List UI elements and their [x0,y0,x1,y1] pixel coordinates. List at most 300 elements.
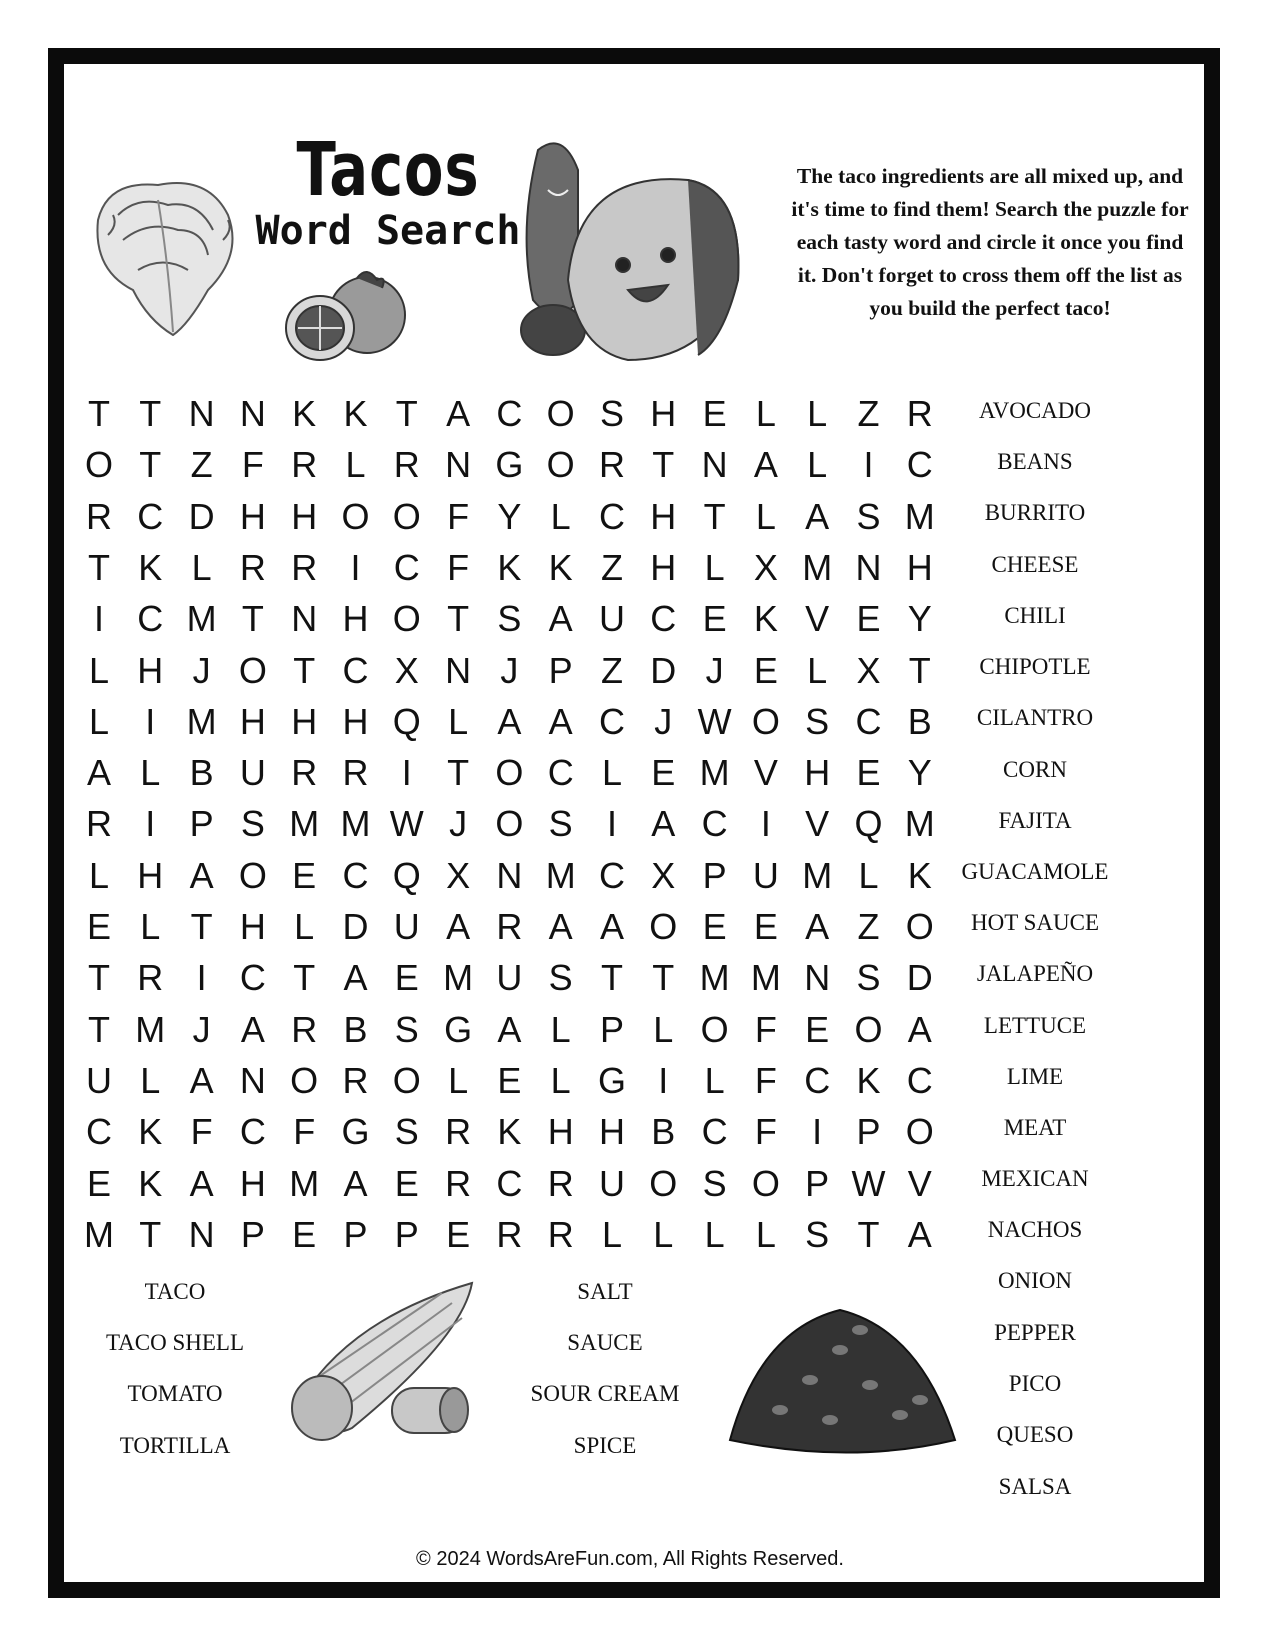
grid-letter[interactable]: A [240,1008,265,1050]
grid-letter[interactable]: R [342,752,369,794]
word-list-item: CILANTRO [976,705,1094,730]
grid-letter[interactable]: R [291,1008,318,1050]
grid-letter[interactable]: O [392,495,421,537]
grid-letter[interactable]: I [606,803,617,845]
grid-letter[interactable]: Y [497,495,522,537]
grid-letter[interactable]: C [547,752,574,794]
grid-letter[interactable]: C [496,393,523,434]
grid-letter[interactable]: L [448,1059,469,1101]
grid-letter[interactable]: U [496,957,523,999]
grid-letter[interactable]: Z [601,649,623,691]
grid-letter[interactable]: F [293,1111,316,1153]
grid-letter[interactable]: R [496,1213,523,1255]
grid-letter[interactable]: L [653,1008,674,1050]
grid-letter[interactable]: C [650,598,677,640]
grid-letter[interactable]: V [753,752,778,794]
grid-letter[interactable]: Q [854,803,883,845]
grid-letter[interactable]: R [445,1162,472,1204]
grid-letter[interactable]: X [446,854,471,896]
grid-letter[interactable]: E [856,598,881,640]
grid-letter[interactable]: K [856,1059,881,1101]
grid-letter[interactable]: B [651,1111,676,1153]
grid-letter[interactable]: H [239,495,266,537]
grid-letter[interactable]: K [907,854,932,896]
grid-letter[interactable]: I [196,957,207,999]
grid-letter[interactable]: C [804,1059,831,1101]
grid-letter[interactable]: O [905,906,934,947]
grid-letter[interactable]: V [805,803,830,845]
grid-letter[interactable]: I [145,700,156,742]
grid-letter[interactable]: K [497,546,522,588]
grid-letter[interactable]: C [599,700,625,742]
grid-letter[interactable]: J [500,649,519,691]
grid-letter[interactable]: I [145,803,156,845]
grid-letter[interactable]: A [907,1213,932,1255]
grid-letter[interactable]: F [754,1059,777,1101]
letter-grid [72,393,992,1318]
grid-letter[interactable]: A [446,906,471,947]
grid-letter[interactable]: A [86,752,111,794]
grid-letter[interactable]: H [906,546,933,588]
grid-letter[interactable]: P [548,649,573,691]
grid-letter[interactable]: W [389,803,424,845]
grid-letter[interactable]: T [652,444,675,486]
grid-letter[interactable]: N [291,598,318,640]
grid-letter[interactable]: R [86,803,112,845]
grid-letter[interactable]: R [496,906,523,947]
grid-letter[interactable]: I [812,1111,823,1153]
grid-letter[interactable]: X [394,649,419,691]
grid-letter[interactable]: E [856,752,881,794]
grid-letter[interactable]: E [497,1059,522,1101]
grid-letter[interactable]: A [343,957,368,999]
grid-letter[interactable]: L [704,546,725,588]
grid-letter[interactable]: U [239,752,266,794]
word-list-item: MEAT [1003,1115,1067,1140]
grid-letter[interactable]: N [445,444,472,486]
grid-letter[interactable]: J [449,803,468,845]
grid-letter[interactable]: M [186,598,217,640]
grid-letter[interactable]: V [805,598,830,640]
grid-letter[interactable]: O [700,1008,729,1050]
grid-letter[interactable]: D [650,649,677,691]
grid-letter[interactable]: S [548,957,573,999]
grid-letter[interactable]: P [599,1008,624,1050]
grid-letter[interactable]: Z [190,444,213,486]
grid-letter[interactable]: R [445,1111,472,1153]
grid-letter[interactable]: O [290,1059,319,1101]
grid-letter[interactable]: I [401,752,412,794]
grid-letter[interactable]: C [701,803,728,845]
grid-letter[interactable]: R [906,393,933,434]
grid-letter[interactable]: L [807,649,828,691]
grid-letter[interactable]: U [752,854,779,896]
grid-letter[interactable]: P [343,1213,368,1255]
grid-letter[interactable]: R [291,752,318,794]
grid-letter[interactable]: B [189,752,214,794]
grid-letter[interactable]: E [292,854,317,896]
grid-letter[interactable]: H [650,546,677,588]
grid-letter[interactable]: G [495,444,524,486]
grid-letter[interactable]: G [341,1111,370,1153]
grid-letter[interactable]: O [392,1059,421,1101]
page-subtitle: Word Search [255,208,521,254]
grid-letter[interactable]: N [239,393,266,434]
grid-letter[interactable]: A [497,1008,522,1050]
grid-letter[interactable]: A [189,1162,214,1204]
grid-letter[interactable]: Z [857,906,880,947]
grid-letter[interactable]: P [856,1111,881,1153]
grid-letter[interactable]: T [703,495,726,537]
grid-letter[interactable]: C [137,598,164,640]
grid-letter[interactable]: R [239,546,266,588]
grid-letter[interactable]: H [239,906,266,947]
grid-letter[interactable]: I [863,444,874,486]
grid-letter[interactable]: H [650,495,677,537]
grid-letter[interactable]: E [651,752,676,794]
grid-letter[interactable]: M [904,495,935,537]
grid-letter[interactable]: S [702,1162,727,1204]
grid-letter[interactable]: M [289,803,320,845]
grid-letter[interactable]: T [447,598,470,640]
grid-letter[interactable]: H [547,1111,574,1153]
grid-letter[interactable]: P [240,1213,265,1255]
grid-letter[interactable]: L [704,1213,725,1255]
grid-letter[interactable]: U [599,1162,625,1204]
grid-letter[interactable]: L [140,1059,161,1101]
word-list-item: JALAPEÑO [976,961,1094,986]
grid-letter[interactable]: C [239,1111,266,1153]
grid-letter[interactable]: A [189,854,214,896]
grid-letter[interactable]: T [139,444,162,486]
grid-letter[interactable]: L [601,752,623,794]
grid-letter[interactable]: L [140,906,161,947]
grid-letter[interactable]: Q [392,854,421,896]
grid-letter[interactable]: U [86,1059,112,1101]
grid-letter[interactable]: S [856,957,881,999]
grid-letter[interactable]: V [907,1162,932,1204]
grid-letter[interactable]: L [755,495,776,537]
grid-letter[interactable]: C [599,854,625,896]
grid-letter[interactable]: T [190,906,213,947]
grid-letter[interactable]: H [239,700,266,742]
grid-letter[interactable]: A [805,906,830,947]
grid-letter[interactable]: U [599,598,625,640]
grid-letter[interactable]: I [350,546,361,588]
grid-letter[interactable]: L [550,1008,571,1050]
word-list-item: CHILI [1004,603,1066,628]
grid-letter[interactable]: L [191,546,212,588]
grid-letter[interactable]: A [907,1008,932,1050]
grid-letter[interactable]: L [807,393,828,434]
grid-letter[interactable]: O [546,393,575,434]
grid-letter[interactable]: C [906,1059,933,1101]
grid-letter[interactable]: C [86,1111,112,1153]
grid-letter[interactable]: C [496,1162,523,1204]
grid-letter[interactable]: E [753,906,778,947]
grid-letter[interactable]: O [751,1162,780,1204]
grid-letter[interactable]: M [750,957,781,999]
grid-letter[interactable]: T [395,393,418,434]
grid-letter[interactable]: M [802,854,833,896]
grid-letter[interactable]: L [88,854,110,896]
grid-letter[interactable]: T [88,957,110,999]
grid-letter[interactable]: R [547,1213,574,1255]
copyright-footer: © 2024 WordsAreFun.com, All Rights Reserved. [416,1548,844,1570]
grid-letter[interactable]: L [550,1059,571,1101]
grid-letter[interactable]: N [445,649,472,691]
grid-letter[interactable]: A [548,700,573,742]
grid-letter[interactable]: T [139,1213,162,1255]
grid-letter[interactable]: D [342,906,369,947]
grid-letter[interactable]: S [394,1008,419,1050]
grid-letter[interactable]: E [292,1213,317,1255]
grid-letter[interactable]: X [651,854,676,896]
grid-letter[interactable]: A [446,393,471,434]
grid-letter[interactable]: O [341,495,370,537]
grid-letter[interactable]: F [754,1111,777,1153]
grid-letter[interactable]: O [84,444,113,486]
grid-letter[interactable]: E [702,393,727,434]
grid-letter[interactable]: K [343,393,368,434]
grid-letter[interactable]: M [340,803,371,845]
grid-letter[interactable]: E [753,649,778,691]
grid-letter[interactable]: H [137,649,164,691]
grid-letter[interactable]: A [497,700,522,742]
grid-letter[interactable]: F [754,1008,777,1050]
grid-letter[interactable]: O [751,700,780,742]
grid-letter[interactable]: O [495,803,524,845]
grid-letter[interactable]: T [293,649,316,691]
grid-letter[interactable]: L [704,1059,725,1101]
grid-letter[interactable]: L [448,700,469,742]
grid-letter[interactable]: C [239,957,266,999]
grid-letter[interactable]: L [140,752,161,794]
grid-letter[interactable]: M [443,957,474,999]
grid-letter[interactable]: M [135,1008,166,1050]
grid-letter[interactable]: T [139,393,162,434]
grid-letter[interactable]: O [495,752,524,794]
grid-letter[interactable]: H [650,393,677,434]
grid-letter[interactable]: B [343,1008,368,1050]
grid-letter[interactable]: B [907,700,932,742]
grid-letter[interactable]: M [699,752,730,794]
grid-letter[interactable]: O [238,649,267,691]
grid-letter[interactable]: S [599,393,624,434]
grid-letter[interactable]: C [342,854,369,896]
grid-letter[interactable]: S [548,803,573,845]
grid-letter[interactable]: Z [601,546,623,588]
grid-letter[interactable]: I [658,1059,669,1101]
grid-letter[interactable]: L [88,649,110,691]
grid-letter[interactable]: S [805,700,830,742]
grid-letter[interactable]: K [138,1111,163,1153]
grid-letter[interactable]: S [394,1111,419,1153]
grid-letter[interactable]: F [190,1111,213,1153]
grid-letter[interactable]: L [345,444,366,486]
grid-letter[interactable]: T [88,393,110,434]
grid-letter[interactable]: H [342,700,369,742]
grid-letter[interactable]: H [804,752,831,794]
grid-letter[interactable]: T [293,957,316,999]
grid-letter[interactable]: P [189,803,214,845]
grid-letter[interactable]: E [805,1008,830,1050]
grid-letter[interactable]: Z [857,393,880,434]
grid-letter[interactable]: O [392,598,421,640]
grid-letter[interactable]: O [854,1008,883,1050]
grid-letter[interactable]: K [138,1162,163,1204]
grid-letter[interactable]: W [851,1162,886,1204]
grid-letter[interactable]: K [753,598,778,640]
grid-letter[interactable]: T [601,957,623,999]
grid-letter[interactable]: C [855,700,882,742]
grid-letter[interactable]: J [654,700,673,742]
grid-letter[interactable]: K [292,393,317,434]
grid-letter[interactable]: L [550,495,571,537]
grid-letter[interactable]: O [238,854,267,896]
grid-letter[interactable]: L [858,854,879,896]
grid-letter[interactable]: A [753,444,778,486]
grid-letter[interactable]: G [444,1008,473,1050]
grid-letter[interactable]: T [857,1213,880,1255]
grid-letter[interactable]: O [546,444,575,486]
grid-letter[interactable]: N [701,444,728,486]
grid-letter[interactable]: J [705,649,724,691]
grid-letter[interactable]: C [393,546,420,588]
grid-letter[interactable]: L [601,1213,623,1255]
grid-letter[interactable]: M [699,957,730,999]
grid-letter[interactable]: A [548,906,573,947]
grid-letter[interactable]: N [855,546,882,588]
grid-letter[interactable]: R [291,546,318,588]
grid-letter[interactable]: T [447,752,470,794]
grid-letter[interactable]: H [342,598,369,640]
grid-letter[interactable]: Q [392,700,421,742]
grid-letter[interactable]: C [906,444,933,486]
grid-letter[interactable]: D [188,495,215,537]
grid-letter[interactable]: R [291,444,318,486]
grid-letter[interactable]: J [192,1008,211,1050]
grid-letter[interactable]: A [805,495,830,537]
grid-letter[interactable]: E [86,906,111,947]
grid-letter[interactable]: U [393,906,420,947]
grid-letter[interactable]: T [88,1008,110,1050]
grid-letter[interactable]: M [545,854,576,896]
grid-letter[interactable]: O [649,1162,678,1204]
grid-letter[interactable]: N [188,393,215,434]
grid-letter[interactable]: N [239,1059,266,1101]
grid-letter[interactable]: H [137,854,164,896]
grid-letter[interactable]: L [755,393,776,434]
grid-letter[interactable]: Y [907,752,932,794]
grid-letter[interactable]: X [856,649,881,691]
grid-letter[interactable]: L [294,906,315,947]
grid-letter[interactable]: E [446,1213,471,1255]
grid-letter[interactable]: I [93,598,104,640]
grid-letter[interactable]: J [192,649,211,691]
grid-letter[interactable]: P [702,854,727,896]
grid-letter[interactable]: M [186,700,217,742]
grid-letter[interactable]: A [189,1059,214,1101]
grid-letter[interactable]: C [599,495,625,537]
grid-letter[interactable]: Y [907,598,932,640]
grid-letter[interactable]: E [702,598,727,640]
grid-letter[interactable]: N [496,854,523,896]
grid-letter[interactable]: X [753,546,778,588]
word-list-item: BEANS [997,449,1073,474]
grid-letter[interactable]: E [394,957,419,999]
grid-letter[interactable]: T [652,957,675,999]
grid-letter[interactable]: R [137,957,164,999]
word-list-item: CHEESE [991,552,1079,577]
grid-letter[interactable]: M [904,803,935,845]
grid-letter[interactable]: K [548,546,573,588]
grid-letter[interactable]: L [755,1213,776,1255]
grid-letter[interactable]: M [84,1213,114,1255]
grid-letter[interactable]: C [701,1111,728,1153]
grid-letter[interactable]: O [905,1111,934,1153]
grid-letter[interactable]: P [805,1162,830,1204]
grid-letter[interactable]: S [805,1213,830,1255]
grid-letter[interactable]: T [908,649,931,691]
grid-letter[interactable]: L [653,1213,674,1255]
grid-letter[interactable]: L [807,444,828,486]
grid-letter[interactable]: K [497,1111,522,1153]
grid-letter[interactable]: R [342,1059,369,1101]
grid-letter[interactable]: R [393,444,420,486]
grid-letter[interactable]: A [548,598,573,640]
grid-letter[interactable]: N [188,1213,215,1255]
grid-letter[interactable]: A [343,1162,368,1204]
grid-letter[interactable]: A [651,803,676,845]
grid-letter[interactable]: R [547,1162,574,1204]
grid-letter[interactable]: L [88,700,110,742]
grid-letter[interactable]: R [86,495,112,537]
grid-letter[interactable]: F [447,546,470,588]
grid-letter[interactable]: E [394,1162,419,1204]
grid-letter[interactable]: K [138,546,163,588]
grid-letter[interactable]: D [906,957,933,999]
grid-letter[interactable]: S [497,598,522,640]
grid-letter[interactable]: T [241,598,264,640]
grid-letter[interactable]: P [394,1213,419,1255]
grid-letter[interactable]: H [291,700,318,742]
grid-letter[interactable]: T [88,546,110,588]
grid-letter[interactable]: H [291,495,318,537]
grid-letter[interactable]: H [239,1162,266,1204]
grid-letter[interactable]: W [697,700,732,742]
word-list-item: AVOCADO [978,398,1092,423]
grid-letter[interactable]: R [599,444,625,486]
grid-letter[interactable]: I [760,803,771,845]
grid-letter[interactable]: F [447,495,470,537]
grid-letter[interactable]: M [802,546,833,588]
grid-letter[interactable]: A [599,906,624,947]
word-list-item: TORTILLA [119,1433,231,1458]
grid-letter[interactable]: C [137,495,164,537]
grid-letter[interactable]: C [342,649,369,691]
grid-letter[interactable]: G [597,1059,626,1101]
grid-letter[interactable]: E [86,1162,111,1204]
grid-letter[interactable]: M [289,1162,320,1204]
grid-letter[interactable]: S [856,495,881,537]
grid-letter[interactable]: N [804,957,831,999]
grid-letter[interactable]: F [241,444,264,486]
grid-letter[interactable]: S [240,803,265,845]
grid-letter[interactable]: O [649,906,678,947]
grid-letter[interactable]: H [599,1111,625,1153]
grid-letter[interactable]: E [702,906,727,947]
